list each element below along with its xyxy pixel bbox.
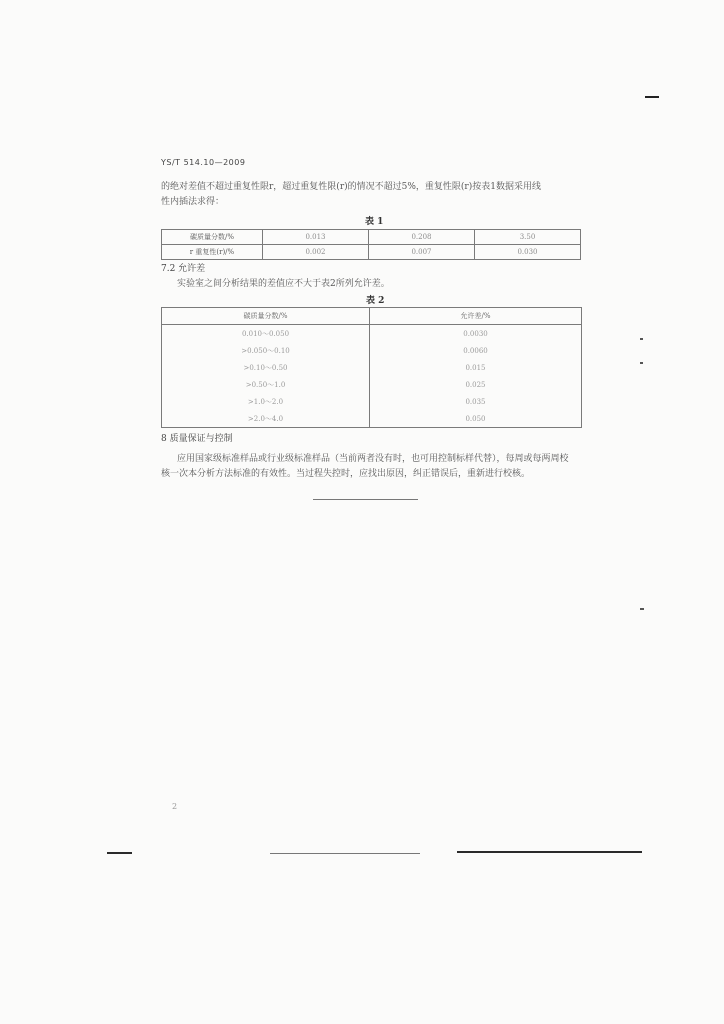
- paragraph-line: 应用国家级标准样品或行业级标准样品（当前两者没有时，也可用控制标样代替），每周或每两周校: [177, 454, 569, 464]
- table-cell: 0.050: [370, 410, 582, 428]
- scan-mark: [640, 362, 643, 364]
- paragraph-line: 的绝对差值不超过重复性限r，超过重复性限(r)的情况不超过5%，重复性限(r)按表1数据采用线: [161, 182, 541, 192]
- column-header: 碳质量分数/%: [162, 308, 370, 325]
- table-cell: 0.010～0.050: [162, 325, 370, 343]
- section-8-title: 8 质量保证与控制: [161, 434, 233, 444]
- table-cell: 碳质量分数/%: [162, 230, 263, 245]
- table-cell: >1.0～2.0: [162, 393, 370, 410]
- table1-caption: 表 1: [365, 217, 384, 227]
- table-cell: 0.0030: [370, 325, 582, 343]
- column-header: 允许差/%: [370, 308, 582, 325]
- paragraph-repeatability: [161, 180, 541, 210]
- table-cell: >2.0～4.0: [162, 410, 370, 428]
- table2-caption: 表 2: [366, 296, 385, 306]
- scan-mark: [640, 608, 644, 610]
- table-row: [162, 376, 582, 393]
- table-cell: 0.013: [263, 230, 369, 245]
- table-cell: 0.035: [370, 393, 582, 410]
- footer-rule-left: [107, 852, 132, 854]
- section-8-text: [161, 452, 569, 482]
- table-row: [162, 342, 582, 359]
- table-header-row: [162, 308, 582, 325]
- table1: [161, 229, 581, 260]
- table-row: [162, 230, 581, 245]
- section-7-2-title: 7.2 允许差: [161, 264, 206, 274]
- footer-rule-right: [457, 851, 642, 853]
- table-row: [162, 325, 582, 343]
- table-cell: 0.030: [475, 245, 581, 260]
- table-cell: >0.10～0.50: [162, 359, 370, 376]
- scan-mark: [640, 338, 643, 340]
- paragraph-line: 性内插法求得：: [161, 197, 225, 207]
- table2: [161, 307, 582, 428]
- end-rule: [313, 499, 418, 500]
- table-cell: >0.50～1.0: [162, 376, 370, 393]
- table-cell: >0.050～0.10: [162, 342, 370, 359]
- table-cell: 0.025: [370, 376, 582, 393]
- table-cell: 0.007: [369, 245, 475, 260]
- table-cell: 0.208: [369, 230, 475, 245]
- footer-rule-middle: [270, 853, 420, 854]
- table-row: [162, 359, 582, 376]
- table-row: [162, 410, 582, 428]
- table-cell: 3.50: [475, 230, 581, 245]
- standard-code: YS/T 514.10—2009: [161, 158, 246, 167]
- section-7-2-text: 实验室之间分析结果的差值应不大于表2所列允许差。: [177, 279, 390, 289]
- table-cell: 0.002: [263, 245, 369, 260]
- table-cell: 0.0060: [370, 342, 582, 359]
- table-row: [162, 393, 582, 410]
- table-cell: 0.015: [370, 359, 582, 376]
- page-number: 2: [172, 802, 178, 811]
- table-cell: r 重复性(r)/%: [162, 245, 263, 260]
- scan-mark: [645, 96, 659, 98]
- table-row: [162, 245, 581, 260]
- paragraph-line: 核一次本分析方法标准的有效性。当过程失控时，应找出原因，纠正错误后，重新进行校核。: [161, 469, 531, 479]
